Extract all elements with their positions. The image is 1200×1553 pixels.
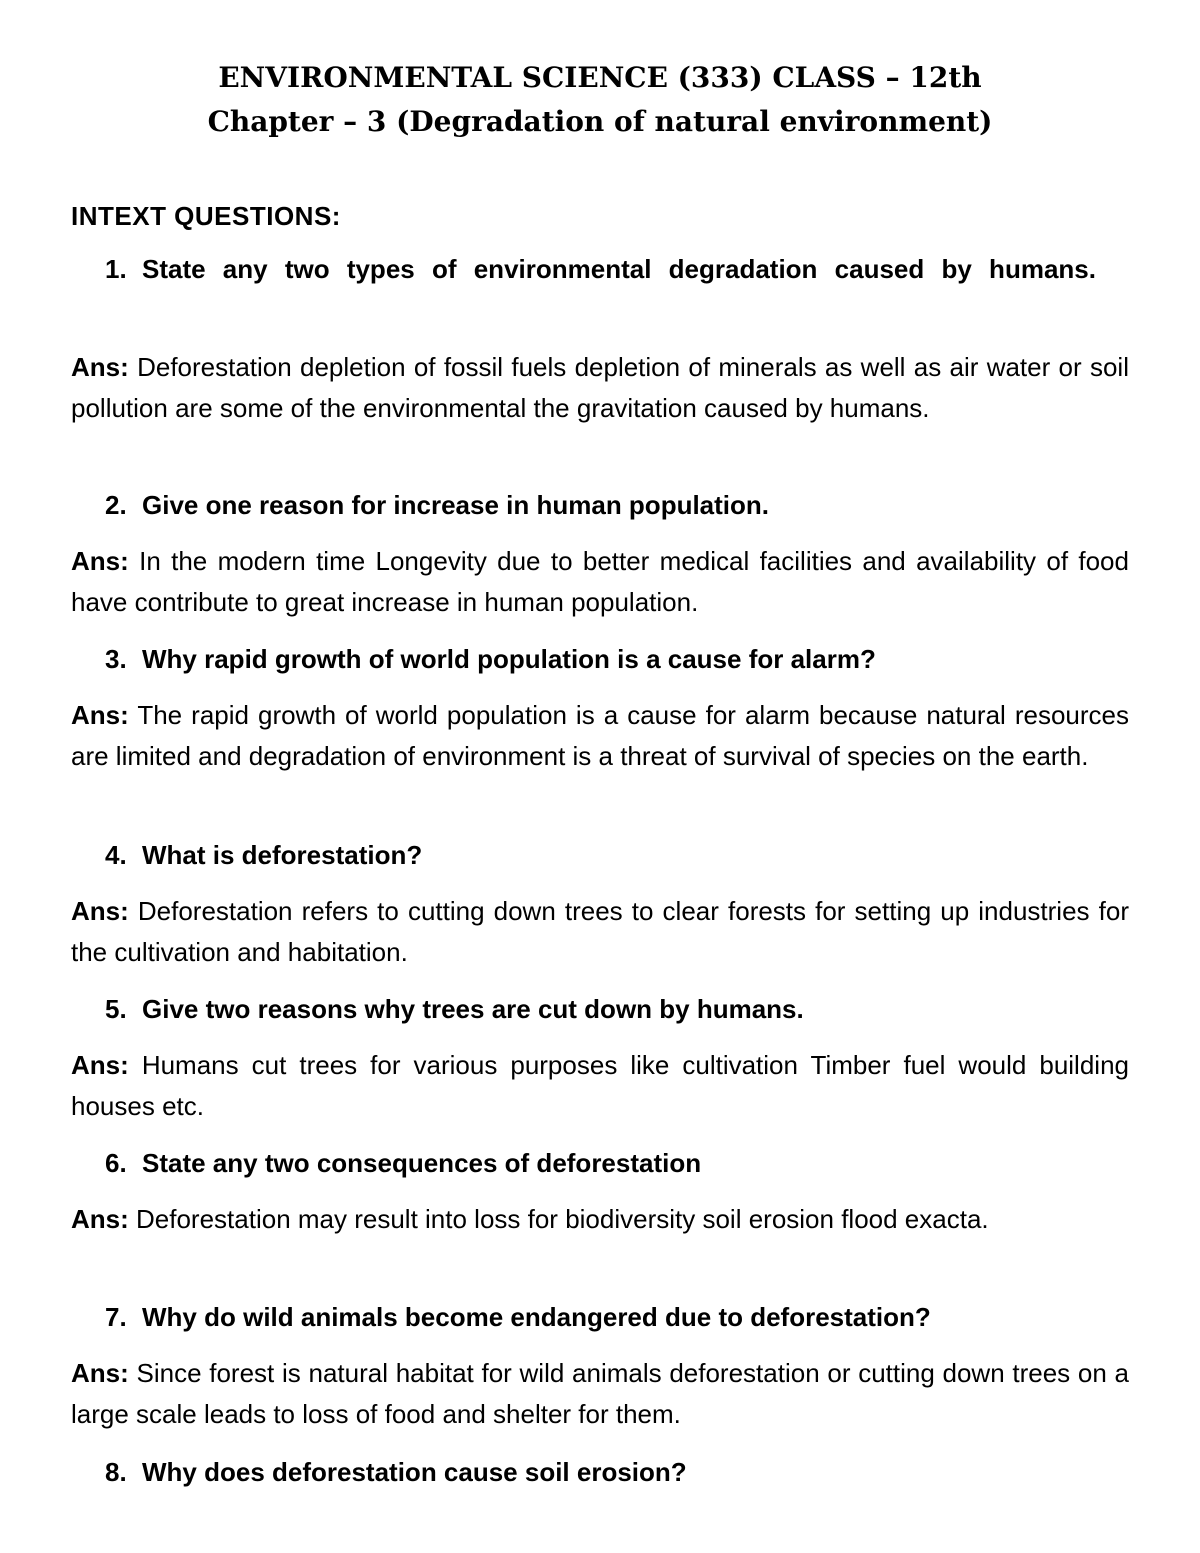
question-6 — [105, 1143, 1130, 1184]
answer-label: Ans: — [71, 1050, 129, 1080]
question-text: Why does deforestation cause soil erosion? — [142, 1457, 687, 1487]
chapter-title: Chapter – 3 (Degradation of natural environment) — [207, 105, 993, 138]
question-5 — [105, 989, 1130, 1030]
question-text: State any two types of environmental degradation caused by humans. — [142, 254, 1096, 284]
question-number: 4. — [105, 840, 127, 870]
answer-5 — [71, 1045, 1129, 1127]
answer-1 — [71, 347, 1129, 429]
question-8 — [105, 1452, 1130, 1493]
answer-text: Since forest is natural habitat for wild animals deforestation or cutting down trees on a large scale leads to loss of food and shelter for them. — [71, 1358, 1129, 1429]
question-text: Why rapid growth of world population is a cause for alarm? — [142, 644, 876, 674]
answer-4 — [71, 891, 1129, 973]
answer-label: Ans: — [71, 896, 129, 926]
answer-text: Humans cut trees for various purposes like cultivation Timber fuel would building houses etc. — [71, 1050, 1129, 1121]
question-number: 8. — [105, 1457, 127, 1487]
answer-text: The rapid growth of world population is a cause for alarm because natural resources are limited and degradation of environment is a threat of survival of species on the earth. — [71, 700, 1129, 771]
question-number: 6. — [105, 1148, 127, 1178]
section-heading: INTEXT QUESTIONS: — [71, 201, 341, 231]
answer-text: Deforestation refers to cutting down trees to clear forests for setting up industries for the cultivation and habitation. — [71, 896, 1129, 967]
question-4 — [105, 835, 1130, 876]
question-text: What is deforestation? — [142, 840, 423, 870]
question-text: Give one reason for increase in human population. — [142, 490, 770, 520]
answer-label: Ans: — [71, 1358, 129, 1388]
answer-label: Ans: — [71, 352, 129, 382]
answer-text: Deforestation may result into loss for biodiversity soil erosion flood exacta. — [136, 1204, 989, 1234]
answer-6 — [71, 1199, 1129, 1240]
answer-3 — [71, 695, 1129, 777]
question-3 — [105, 639, 1130, 680]
question-text: State any two consequences of deforestation — [142, 1148, 702, 1178]
document-title: ENVIRONMENTAL SCIENCE (333) CLASS – 12th — [218, 61, 982, 94]
question-number: 3. — [105, 644, 127, 674]
question-number: 5. — [105, 994, 127, 1024]
question-text: Why do wild animals become endangered due to deforestation? — [142, 1302, 931, 1332]
question-text: Give two reasons why trees are cut down by humans. — [142, 994, 804, 1024]
question-7 — [105, 1297, 1130, 1338]
answer-7 — [71, 1353, 1129, 1435]
question-number: 7. — [105, 1302, 127, 1332]
answer-label: Ans: — [71, 546, 129, 576]
answer-label: Ans: — [71, 1204, 129, 1234]
question-number: 2. — [105, 490, 127, 520]
question-1 — [105, 249, 1130, 290]
answer-text: Deforestation depletion of fossil fuels depletion of minerals as well as air water or soil pollution are some of the environmental the gravitation caused by humans. — [71, 352, 1129, 423]
question-number: 1. — [105, 254, 127, 284]
answer-label: Ans: — [71, 700, 129, 730]
question-2 — [105, 485, 1130, 526]
answer-2 — [71, 541, 1129, 623]
answer-text: In the modern time Longevity due to better medical facilities and availability of food have contribute to great increase in human population. — [71, 546, 1129, 617]
